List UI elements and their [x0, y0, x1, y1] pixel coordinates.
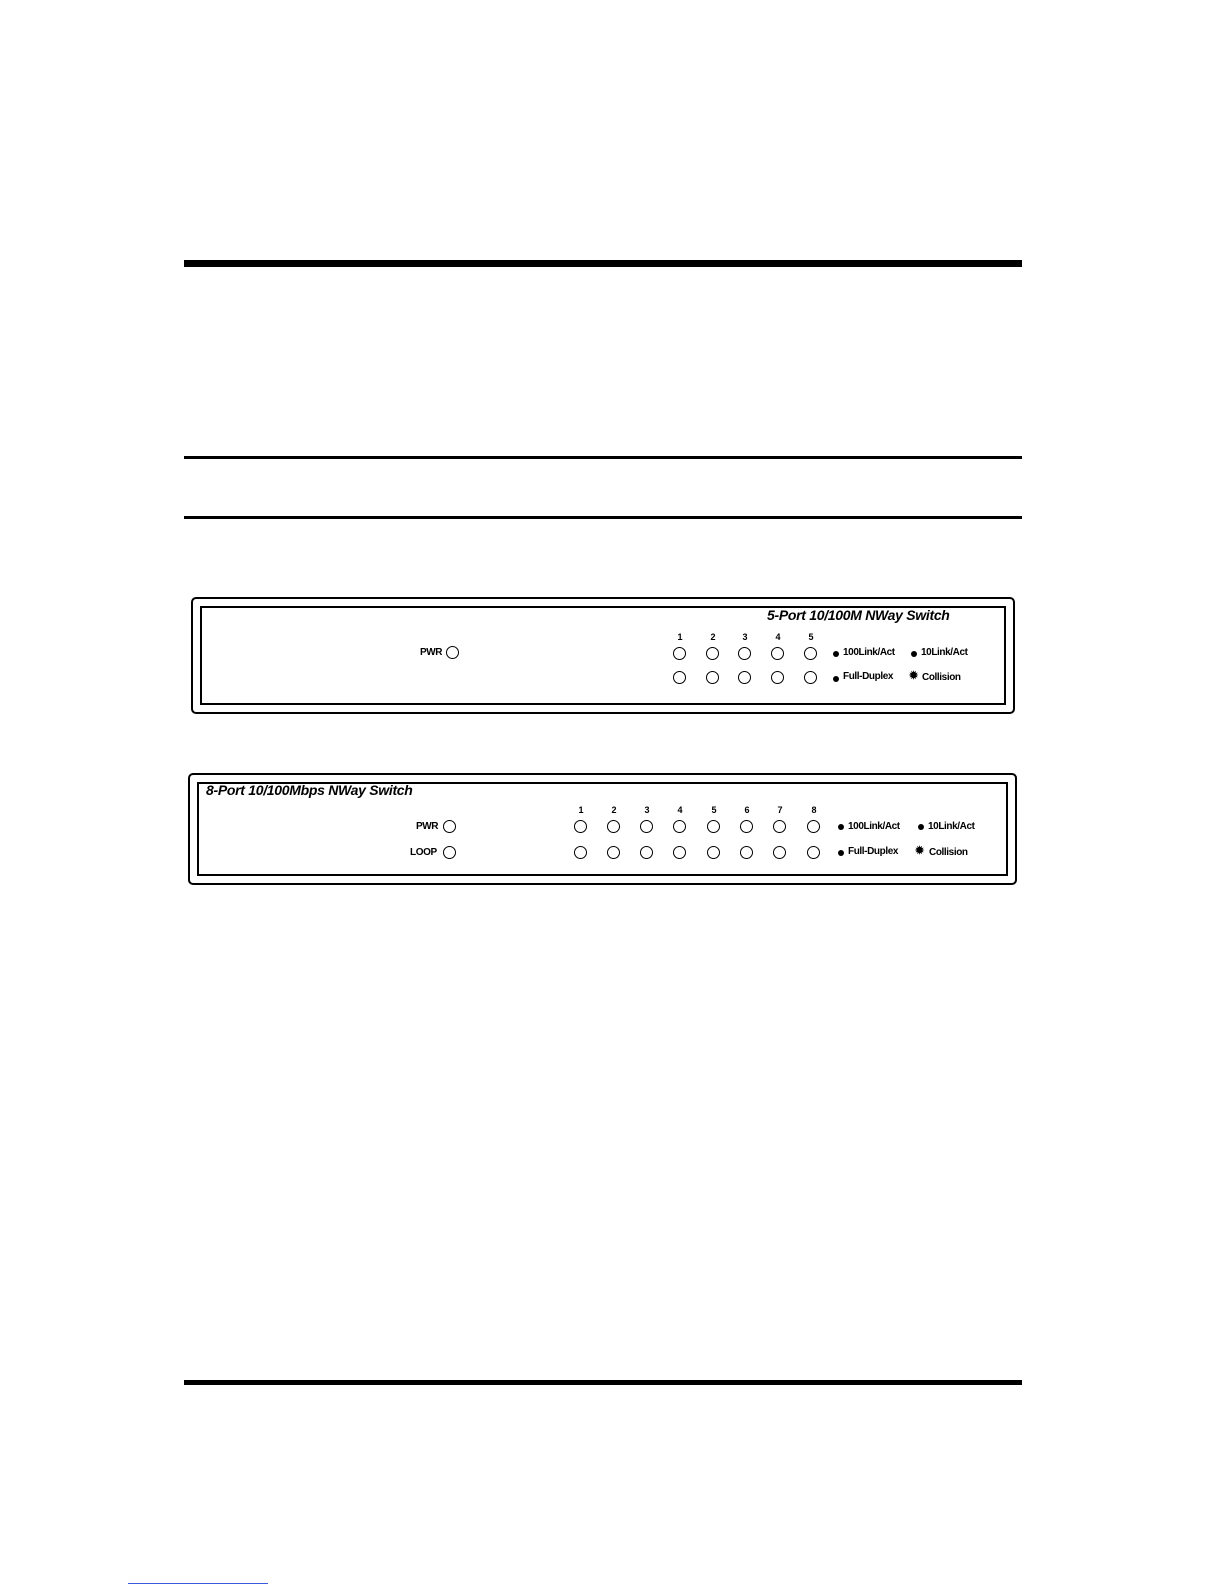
switch8-port-6-duplex-led: [740, 846, 753, 859]
switch8-port-6-link-led: [740, 820, 753, 833]
switch5-legend-duplex-dot: [833, 676, 839, 682]
switch5-pwr-led: [446, 646, 459, 659]
switch5-port-2-duplex-led: [706, 671, 719, 684]
switch8-port-1-number: 1: [578, 805, 584, 815]
switch8-legend-full-duplex: Full-Duplex: [848, 846, 899, 857]
switch5-port-5-number: 5: [808, 632, 814, 642]
switch8-port-4-number: 4: [677, 805, 683, 815]
switch5-title: 5-Port 10/100M NWay Switch: [767, 607, 950, 623]
switch5-port-2-link-led: [706, 647, 719, 660]
switch8-port-4-link-led: [673, 820, 686, 833]
switch5-pwr-label: PWR: [420, 647, 443, 658]
switch5-port-1-number: 1: [677, 632, 683, 642]
switch8-legend-link100-dot: [838, 824, 844, 830]
switch5-legend-link10-dot: [911, 651, 917, 657]
switch8-port-8-duplex-led: [807, 846, 820, 859]
switch8-port-2-duplex-led: [607, 846, 620, 859]
switch5-port-4-number: 4: [775, 632, 781, 642]
switch8-port-1-duplex-led: [574, 846, 587, 859]
switch8-legend-duplex-dot: [838, 850, 844, 856]
header-rule: [184, 260, 1022, 267]
switch8-title: 8-Port 10/100Mbps NWay Switch: [206, 782, 413, 798]
switch8-port-5-link-led: [707, 820, 720, 833]
switch8-port-3-number: 3: [644, 805, 650, 815]
switch8-loop-led: [443, 846, 456, 859]
switch5-port-3-link-led: [738, 647, 751, 660]
switch8-port-8-number: 8: [811, 805, 817, 815]
switch5-legend-link10: 10Link/Act: [921, 647, 968, 658]
switch8-port-2-link-led: [607, 820, 620, 833]
switch5-port-1-duplex-led: [673, 671, 686, 684]
switch8-port-1-link-led: [574, 820, 587, 833]
switch8-port-4-duplex-led: [673, 846, 686, 859]
switch8-pwr-label: PWR: [416, 821, 439, 832]
switch5-port-3-number: 3: [742, 632, 748, 642]
switch5-port-5-link-led: [804, 647, 817, 660]
switch8-port-3-link-led: [640, 820, 653, 833]
switch5-port-4-duplex-led: [771, 671, 784, 684]
section-rule-upper: [184, 456, 1022, 459]
section-rule-lower: [184, 516, 1022, 519]
switch5-legend-full-duplex: Full-Duplex: [843, 671, 894, 682]
switch8-front-panel: [188, 773, 1017, 885]
switch8-legend-collision: Collision: [929, 847, 968, 858]
switch5-collision-icon: ✹: [909, 670, 919, 682]
switch8-port-6-number: 6: [744, 805, 750, 815]
switch8-port-5-duplex-led: [707, 846, 720, 859]
switch5-port-4-link-led: [771, 647, 784, 660]
switch5-port-5-duplex-led: [804, 671, 817, 684]
switch8-port-8-link-led: [807, 820, 820, 833]
switch8-legend-link10: 10Link/Act: [928, 821, 975, 832]
switch8-collision-icon: ✹: [915, 845, 925, 857]
footer-rule: [184, 1380, 1022, 1385]
switch5-legend-collision: Collision: [922, 672, 961, 683]
switch5-front-panel: [191, 597, 1015, 714]
switch5-legend-link100-dot: [833, 651, 839, 657]
switch8-port-2-number: 2: [611, 805, 617, 815]
switch5-port-1-link-led: [673, 647, 686, 660]
switch5-port-2-number: 2: [710, 632, 716, 642]
switch8-port-3-duplex-led: [640, 846, 653, 859]
switch8-pwr-led: [443, 820, 456, 833]
switch8-port-7-link-led: [773, 820, 786, 833]
switch8-port-7-number: 7: [777, 805, 783, 815]
switch8-legend-link100: 100Link/Act: [848, 821, 900, 832]
switch8-legend-link10-dot: [918, 824, 924, 830]
switch8-port-5-number: 5: [711, 805, 717, 815]
switch5-port-3-duplex-led: [738, 671, 751, 684]
switch5-legend-link100: 100Link/Act: [843, 647, 895, 658]
switch8-loop-label: LOOP: [410, 847, 437, 858]
switch8-port-7-duplex-led: [773, 846, 786, 859]
